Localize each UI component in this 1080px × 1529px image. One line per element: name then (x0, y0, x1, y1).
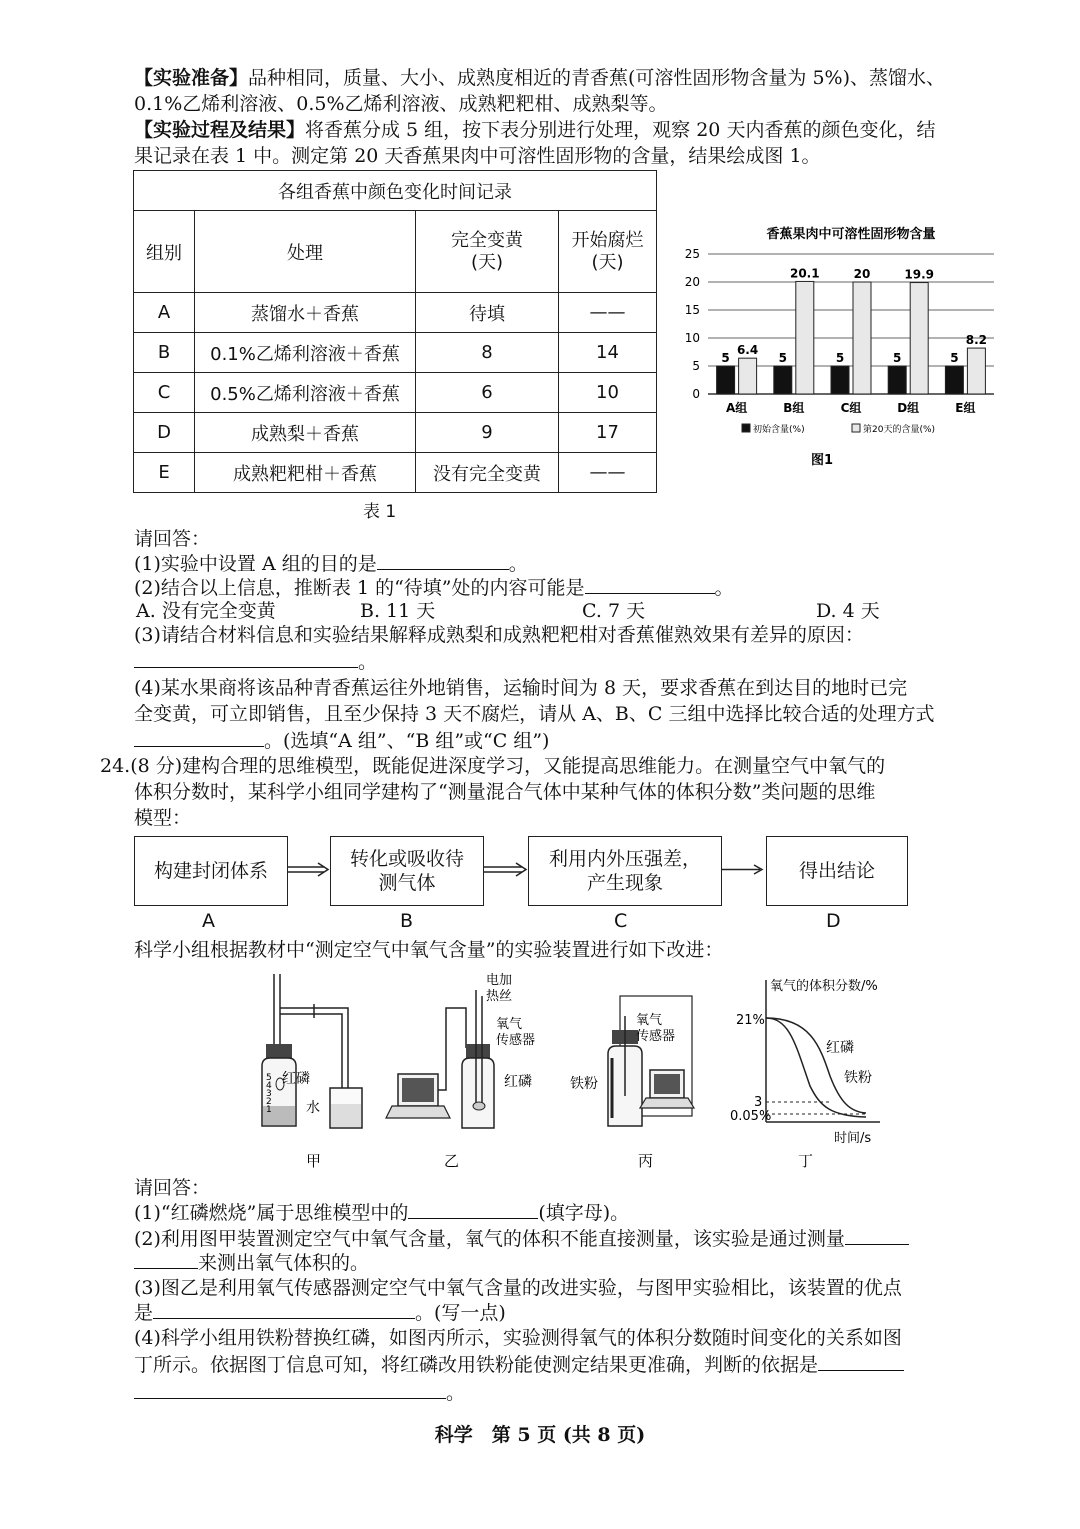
q24-line-2: 体积分数时，某科学小组同学建构了“测量混合气体中某种气体的体积分数”类问题的思维 (134, 781, 876, 803)
double-arrow-icon (484, 863, 526, 876)
jia-label-phosphorus: 红磷 (282, 1071, 310, 1087)
header-rot-days: 开始腐烂 (天) (559, 211, 657, 293)
bing-label-sensor-2: 传感器 (636, 1029, 676, 1044)
x-tick-label: B组 (783, 401, 805, 415)
answer-blank[interactable] (408, 1200, 538, 1219)
answer-blank[interactable] (585, 575, 715, 594)
table-cell: 没有完全变黄 (416, 453, 559, 493)
legend-swatch (742, 424, 750, 432)
x-tick-label: A组 (725, 401, 748, 415)
process-label: 【实验过程及结果】 (134, 119, 306, 141)
q23-option-d: D. 4 天 (816, 600, 880, 622)
table-row (134, 333, 657, 373)
x-tick-label: D组 (897, 401, 920, 415)
figure-ding-graph (766, 980, 880, 1122)
flow-label-b: B (400, 910, 414, 932)
flow-label-a: A (202, 910, 215, 932)
prep-text: 品种相同，质量、大小、成熟度相近的青香蕉(可溶性固形物含量为 5%)、蒸馏水、 (248, 67, 946, 89)
y-tick-label: 15 (684, 303, 700, 317)
header-treatment: 处理 (195, 211, 416, 293)
data-label: 5 (950, 351, 959, 365)
process-text: 将香蕉分成 5 组，按下表分别进行处理，观察 20 天内香蕉的颜色变化，结 (305, 119, 936, 141)
table-cell: 10 (559, 373, 657, 413)
q24-line-1 (100, 754, 885, 778)
jia-label-water: 水 (306, 1100, 320, 1116)
legend-swatch (852, 424, 860, 432)
data-label: 5 (721, 351, 730, 365)
answer-blank[interactable] (818, 1352, 904, 1371)
ding-y3: 3 (754, 1095, 763, 1110)
y-tick-label: 25 (684, 247, 700, 261)
data-label: 6.4 (736, 343, 759, 358)
answer-blank[interactable] (134, 1380, 446, 1399)
header-group: 组别 (134, 211, 195, 293)
bar (796, 281, 814, 394)
answer-blank[interactable] (153, 1300, 415, 1319)
data-label: 5 (835, 351, 845, 365)
table-row (134, 373, 657, 413)
q24-line-3: 模型： (134, 807, 192, 829)
data-label: 20.1 (789, 266, 820, 281)
x-tick-label: C组 (840, 401, 862, 415)
bar (945, 366, 963, 394)
q23-option-b: B. 11 天 (360, 600, 436, 622)
bar (739, 358, 757, 394)
q23-question-2 (134, 575, 734, 600)
ding-y21: 21% (736, 1013, 765, 1028)
table-cell: 8 (416, 333, 559, 373)
ding-xlabel: 时间/s (834, 1131, 872, 1146)
bar (774, 366, 792, 394)
q24-text-1: (8 分)建构合理的思维模型，既能促进深度学习，又能提高思维能力。在测量空气中氧气的 (130, 755, 886, 777)
q23-option-a: A. 没有完全变黄 (136, 600, 276, 622)
arrow-icon (722, 865, 762, 874)
q23-q1-text: (1)实验中设置 A 组的目的是 (134, 553, 377, 575)
apparatus-figures (230, 966, 910, 1176)
flow-label-c: C (614, 910, 628, 932)
table-cell: A (134, 293, 195, 333)
flow-box-d: 得出结论 (766, 836, 908, 906)
q24-q1-end: (填字母)。 (538, 1202, 630, 1224)
q23-q2-text: (2)结合以上信息，推断表 1 的“待填”处的内容可能是 (134, 577, 585, 599)
table-cell: B (134, 333, 195, 373)
q23-prompt: 请回答： (134, 528, 211, 550)
table-cell: 成熟粑粑柑＋香蕉 (195, 453, 416, 493)
table-row (134, 453, 657, 493)
data-label: 20 (853, 267, 871, 281)
flow-label-d: D (826, 910, 841, 932)
table-row (134, 413, 657, 453)
svg-text:4: 4 (266, 1081, 272, 1091)
figure-yi-apparatus (386, 990, 494, 1128)
table-header-row (134, 211, 657, 293)
prep-line-1 (134, 66, 945, 90)
y-tick-label: 20 (684, 275, 700, 289)
svg-text:3: 3 (266, 1089, 272, 1099)
jia-caption: 甲 (306, 1152, 322, 1170)
answer-blank[interactable] (134, 649, 358, 668)
table-cell: 17 (559, 413, 657, 453)
q24-q2-end: 来测出氧气体积的。 (198, 1252, 370, 1274)
table-cell: —— (559, 293, 657, 333)
data-label: 5 (778, 351, 787, 365)
prep-line-2: 0.1%乙烯利溶液、0.5%乙烯利溶液、成熟粑粑柑、成熟梨等。 (134, 93, 668, 115)
q23-q3-answer (134, 649, 377, 674)
flow-box-c: 利用内外压强差， 产生现象 (528, 836, 722, 906)
ding-ylabel: 氧气的体积分数/% (770, 979, 878, 994)
answer-blank[interactable] (134, 728, 264, 747)
chart-title: 香蕉果肉中可溶性固形物含量 (766, 227, 936, 242)
q23-q1-end: 。 (508, 553, 528, 575)
data-label: 5 (893, 351, 902, 365)
q24-q4-b: 丁所示。依据图丁信息可知，将红磷改用铁粉能使测定结果更准确，判断的依据是 (134, 1354, 819, 1376)
ding-curve-iron: 铁粉 (844, 1070, 872, 1086)
q23-q4-end: 。(选填“A 组”、“B 组”或“C 组”) (264, 730, 550, 752)
q24-q3-cont (134, 1300, 506, 1325)
q24-prompt: 请回答： (134, 1177, 211, 1199)
double-arrow-icon (288, 863, 328, 876)
q23-question-3: (3)请结合材料信息和实验结果解释成熟梨和成熟粑粑柑对香蕉催熟效果有差异的原因： (134, 624, 864, 646)
q23-q3-end: 。 (358, 651, 378, 673)
q24-q2-text: (2)利用图甲装置测定空气中氧气含量，氧气的体积不能直接测量，该实验是通过测量 (134, 1228, 845, 1250)
table-cell: C (134, 373, 195, 413)
table-title: 各组香蕉中颜色变化时间记录 (134, 171, 657, 211)
yi-label-sensor-2: 传感器 (496, 1033, 536, 1048)
answer-blank[interactable] (845, 1226, 909, 1245)
process-line-1 (134, 118, 935, 142)
table-1 (133, 170, 657, 493)
yi-label-sensor-1: 氧气 (496, 1017, 523, 1032)
q24-q4-cont (134, 1352, 904, 1377)
data-label: 8.2 (965, 333, 988, 348)
table-cell: D (134, 413, 195, 453)
q24-intro-2: 科学小组根据教材中“测定空气中氧气含量”的实验装置进行如下改进： (134, 939, 724, 961)
bar (888, 366, 906, 394)
q24-question-2 (134, 1226, 909, 1251)
bing-label-sensor-1: 氧气 (636, 1013, 663, 1028)
table-cell: 蒸馏水＋香蕉 (195, 293, 416, 333)
prep-label: 【实验准备】 (134, 67, 249, 89)
ding-y005: 0.05% (730, 1109, 772, 1124)
header-yellow-days: 完全变黄 (天) (416, 211, 559, 293)
table-cell: 14 (559, 333, 657, 373)
bar (910, 283, 928, 394)
q24-q3-end: 。(写一点) (415, 1302, 506, 1324)
table-title-row (134, 171, 657, 211)
bar (717, 366, 735, 394)
q24-q1-text: (1)“红磷燃烧”属于思维模型中的 (134, 1202, 409, 1224)
figure-1-chart (672, 220, 1002, 470)
svg-text:1: 1 (266, 1105, 272, 1115)
q23-question-1 (134, 551, 528, 576)
bar (967, 348, 985, 394)
process-line-2: 果记录在表 1 中。测定第 20 天香蕉果肉中可溶性固形物的含量，结果绘成图 1。 (134, 145, 821, 167)
table-cell: E (134, 453, 195, 493)
q24-question-1 (134, 1200, 629, 1225)
q23-q4-answer (134, 728, 549, 753)
svg-text:5: 5 (266, 1073, 272, 1083)
q24-q4-end: 。 (446, 1382, 466, 1404)
flow-arrows (0, 860, 1080, 880)
ding-caption: 丁 (798, 1152, 814, 1170)
q23-question-4-line-1: (4)某水果商将该品种青香蕉运往外地销售，运输时间为 8 天，要求香蕉在到达目的地时已完 (134, 677, 908, 699)
ding-curve-phosphorus: 红磷 (826, 1040, 854, 1056)
q24-question-3: (3)图乙是利用氧气传感器测定空气中氧气含量的改进实验，与图甲实验相比，该装置的优点 (134, 1277, 902, 1299)
table-row (134, 293, 657, 333)
q24-number: 24. (100, 755, 131, 777)
flow-box-a: 构建封闭体系 (134, 836, 288, 906)
yi-label-phosphorus: 红磷 (504, 1074, 532, 1090)
legend-label: 第20天的含量(%) (863, 425, 936, 435)
bar (853, 282, 871, 394)
bing-label-iron: 铁粉 (570, 1076, 598, 1092)
y-tick-label: 5 (692, 359, 700, 373)
answer-blank[interactable] (134, 1250, 198, 1269)
yi-label-wire-1: 电加 (486, 973, 513, 988)
answer-blank[interactable] (377, 551, 509, 570)
yi-label-wire-2: 热丝 (486, 989, 513, 1004)
page-footer: 科学 第 5 页 (共 8 页) (434, 1424, 646, 1446)
table-cell: —— (559, 453, 657, 493)
bar (831, 366, 849, 394)
x-tick-label: E组 (955, 401, 976, 415)
table-cell: 0.5%乙烯利溶液＋香蕉 (195, 373, 416, 413)
data-label: 19.9 (904, 267, 935, 282)
figure-caption: 图1 (810, 453, 834, 468)
y-tick-label: 0 (692, 387, 700, 401)
table-cell: 9 (416, 413, 559, 453)
q24-q4-answer (134, 1380, 465, 1405)
table-cell: 成熟梨＋香蕉 (195, 413, 416, 453)
table-cell: 待填 (416, 293, 559, 333)
bing-caption: 丙 (638, 1152, 654, 1170)
y-tick-label: 10 (684, 331, 700, 345)
q24-q3-b: 是 (134, 1302, 154, 1324)
table-caption: 表 1 (363, 502, 397, 522)
yi-caption: 乙 (444, 1152, 460, 1170)
legend-label: 初始含量(%) (753, 425, 805, 435)
q23-option-c: C. 7 天 (582, 600, 646, 622)
q24-q2-cont (134, 1250, 369, 1275)
svg-text:2: 2 (266, 1097, 272, 1107)
q23-question-4-line-2: 全变黄，可立即销售，且至少保持 3 天不腐烂，请从 A、B、C 三组中选择比较合适的处理方式 (134, 703, 935, 725)
q23-q2-end: 。 (714, 577, 734, 599)
table-cell: 0.1%乙烯利溶液＋香蕉 (195, 333, 416, 373)
q24-question-4: (4)科学小组用铁粉替换红磷，如图丙所示，实验测得氧气的体积分数随时间变化的关系如图 (134, 1327, 902, 1349)
flow-box-b: 转化或吸收待 测气体 (330, 836, 484, 906)
table-cell: 6 (416, 373, 559, 413)
